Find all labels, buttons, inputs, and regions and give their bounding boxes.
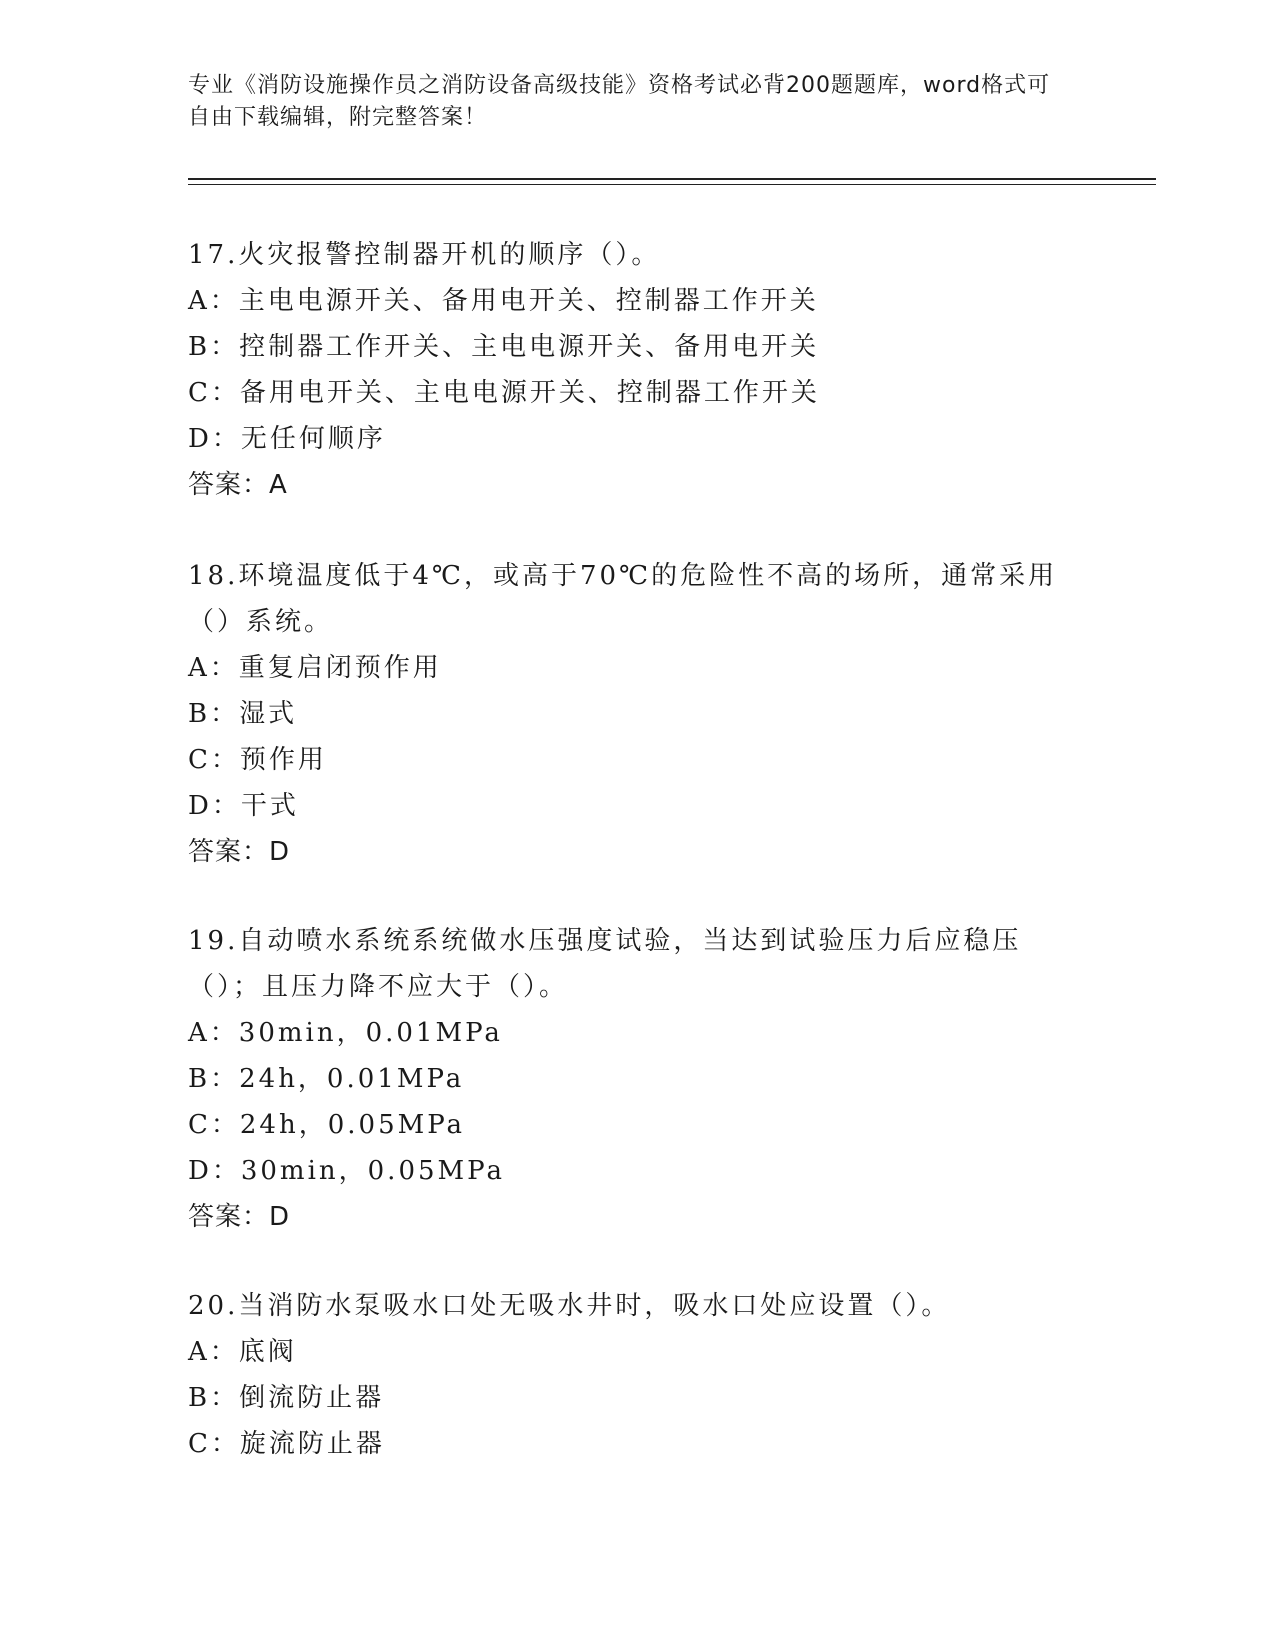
question-18 [188, 553, 1068, 875]
option-a: A：重复启闭预作用 [188, 653, 442, 683]
option-d: D：干式 [188, 791, 299, 821]
question-17 [188, 232, 1068, 508]
option-a: A：30min，0.01MPa [188, 1018, 503, 1048]
option-c: C：预作用 [188, 745, 327, 775]
document-header-title: 专业《消防设施操作员之消防设备高级技能》资格考试必背200题题库，word格式可自由下载编辑，附完整答案！ [188, 73, 1051, 130]
option-d: D：30min，0.05MPa [188, 1156, 505, 1186]
question-stem: 17.火灾报警控制器开机的顺序（）。 [188, 240, 661, 270]
option-b: B：控制器工作开关、主电电源开关、备用电开关 [188, 332, 820, 362]
option-a: A：底阀 [188, 1337, 297, 1367]
answer-line: 答案：A [188, 470, 288, 500]
question-stem: 18.环境温度低于4℃，或高于70℃的危险性不高的场所，通常采用（）系统。 [188, 561, 1058, 637]
option-a: A：主电电源开关、备用电开关、控制器工作开关 [188, 286, 819, 316]
answer-line: 答案：D [188, 837, 291, 867]
option-b: B：24h，0.01MPa [188, 1064, 465, 1094]
question-stem: 19.自动喷水系统系统做水压强度试验，当达到试验压力后应稳压（）；且压力降不应大于（）。 [188, 926, 1022, 1002]
header-divider-thick [188, 178, 1156, 180]
question-20 [188, 1283, 1068, 1467]
option-b: B：倒流防止器 [188, 1383, 385, 1413]
question-19 [188, 918, 1068, 1240]
answer-line: 答案：D [188, 1202, 291, 1232]
option-b: B：湿式 [188, 699, 298, 729]
option-d: D：无任何顺序 [188, 424, 386, 454]
header-divider-thin [188, 184, 1156, 185]
option-c: C：24h，0.05MPa [188, 1110, 466, 1140]
question-stem: 20.当消防水泵吸水口处无吸水井时，吸水口处应设置（）。 [188, 1291, 951, 1321]
option-c: C：旋流防止器 [188, 1429, 385, 1459]
option-c: C：备用电开关、主电电源开关、控制器工作开关 [188, 378, 820, 408]
